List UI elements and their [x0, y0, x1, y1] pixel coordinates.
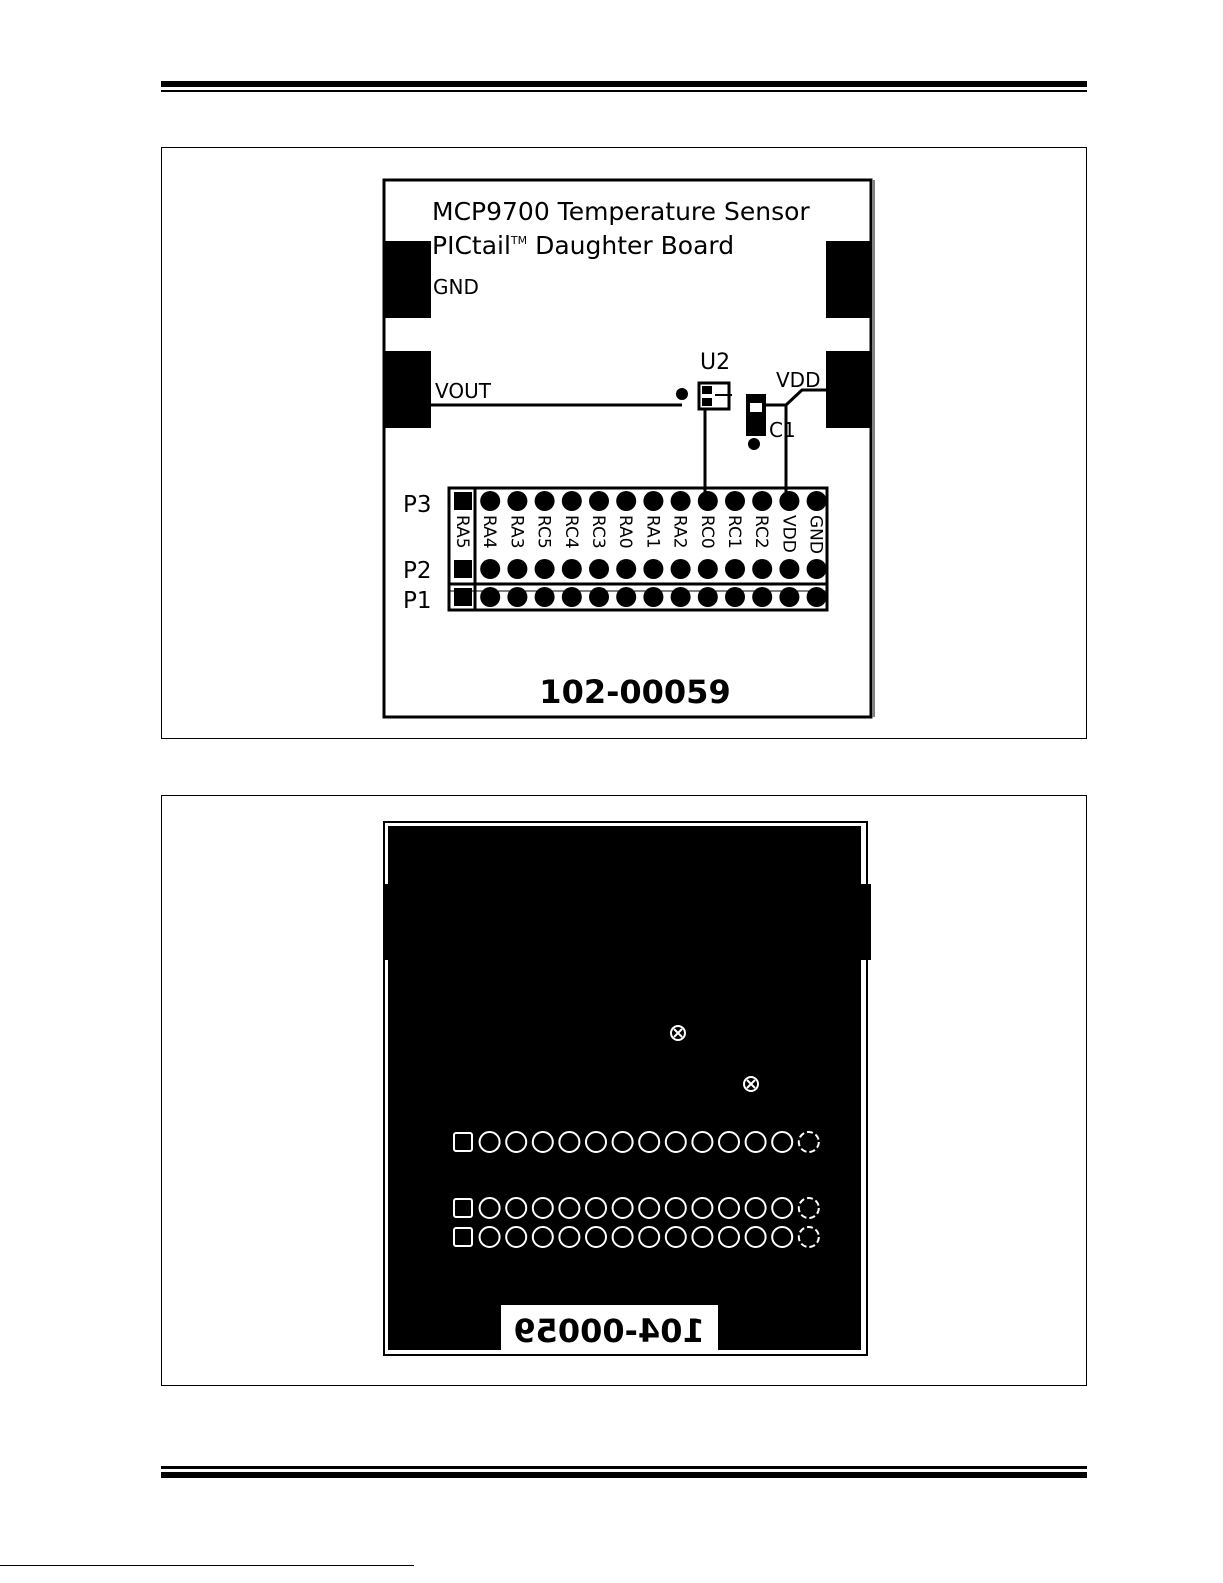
ref-c1: C1 [769, 418, 796, 442]
pin-label-rc2: RC2 [751, 515, 772, 549]
part-number-bottom: 104-00059 [513, 1312, 705, 1350]
top-assembly-drawing [162, 148, 1086, 738]
pin-label-rc5: RC5 [533, 515, 554, 549]
board-outline [384, 180, 871, 717]
header-pin-ra4-row1 [480, 491, 500, 511]
header-pin-gnd-row1 [807, 491, 827, 511]
pin-label-ra0: RA0 [615, 515, 636, 549]
header-pin-ra5-row2 [454, 560, 472, 578]
pad-label-vout: VOUT [435, 379, 491, 403]
header-pin-rc4-row1 [562, 491, 582, 511]
header-pin-rc3-row2 [589, 559, 609, 579]
pin-label-ra2: RA2 [669, 515, 690, 549]
pin-label-rc0: RC0 [696, 515, 717, 549]
header-pin-rc0-row3 [698, 587, 718, 607]
header-pin-vdd-row1 [779, 491, 799, 511]
header-pin-ra5-row1 [454, 492, 472, 510]
header-pin-ra3-row3 [507, 587, 527, 607]
header-pin-ra5-row3 [454, 588, 472, 606]
top-assembly-panel [161, 147, 1087, 739]
header-label-p1: P1 [403, 588, 432, 614]
part-number-top: 102-00059 [539, 673, 731, 711]
board-title-line1: MCP9700 Temperature Sensor [432, 197, 810, 226]
header-pin-rc5-row3 [535, 587, 555, 607]
edge-pad-left-lower [385, 351, 431, 428]
header-pin-ra2-row2 [671, 559, 691, 579]
header-pin-ra4-row3 [480, 587, 500, 607]
header-pin-rc2-row2 [752, 559, 772, 579]
header-pin-rc4-row3 [562, 587, 582, 607]
bottom-layer-drawing [162, 796, 1086, 1385]
header-pin-ra3-row2 [507, 559, 527, 579]
header-rule-thick [161, 81, 1087, 87]
header-pin-rc3-row1 [589, 491, 609, 511]
header-pin-rc5-row2 [535, 559, 555, 579]
pin-label-ra5: RA5 [452, 515, 472, 549]
pin-label-rc1: RC1 [724, 515, 744, 549]
bottom-layer-panel [161, 795, 1087, 1386]
header-pin-ra4-row2 [480, 559, 500, 579]
header-pin-rc2-row1 [752, 491, 772, 511]
header-pin-ra1-row3 [643, 587, 663, 607]
pin-label-ra4: RA4 [479, 515, 500, 549]
header-pin-rc2-row3 [752, 587, 772, 607]
header-pin-gnd-row3 [807, 587, 827, 607]
pin-label-gnd: GND [805, 515, 826, 554]
header-pin-rc1-row1 [725, 491, 745, 511]
header-pin-rc5-row1 [535, 491, 555, 511]
pin-label-rc3: RC3 [588, 515, 608, 549]
header-pin-gnd-row2 [807, 559, 827, 579]
header-pin-vdd-row3 [779, 587, 799, 607]
header-pin-rc0-row1 [698, 491, 718, 511]
header-pin-ra1-row1 [643, 491, 663, 511]
header-pin-vdd-row2 [779, 559, 799, 579]
ref-u2: U2 [700, 350, 731, 375]
header-pin-ra0-row1 [616, 491, 636, 511]
header-label-p2: P2 [403, 558, 432, 584]
header-pin-rc1-row3 [725, 587, 745, 607]
header-pin-rc1-row2 [725, 559, 745, 579]
header-pin-rc4-row2 [562, 559, 582, 579]
edge-pad-right-lower [826, 351, 872, 428]
footer-rule-thick [161, 1466, 1087, 1469]
header-pin-ra0-row2 [616, 559, 636, 579]
pin-label-ra3: RA3 [506, 515, 527, 549]
footer-rule-thin [161, 1472, 1087, 1478]
header-pin-rc0-row2 [698, 559, 718, 579]
header-pin-ra1-row2 [643, 559, 663, 579]
header-pin-ra2-row3 [671, 587, 691, 607]
header-pin-ra3-row1 [507, 491, 527, 511]
edge-pad-left-upper [385, 241, 431, 318]
pin-label-vdd: VDD [778, 515, 799, 553]
pin-label-ra1: RA1 [642, 515, 663, 549]
footnote-rule [0, 1565, 414, 1566]
header-pin-ra2-row1 [671, 491, 691, 511]
header-label-p3: P3 [403, 492, 432, 518]
header-pin-rc3-row3 [589, 587, 609, 607]
header-pin-ra0-row3 [616, 587, 636, 607]
board-title-line2: PICtail™ Daughter Board [432, 231, 735, 260]
header-rule-thin [161, 90, 1087, 92]
pad-label-vdd: VDD [776, 368, 821, 392]
edge-pad-right-upper [826, 241, 872, 318]
pin-label-rc4: RC4 [560, 515, 581, 549]
pad-label-gnd: GND [433, 275, 479, 299]
